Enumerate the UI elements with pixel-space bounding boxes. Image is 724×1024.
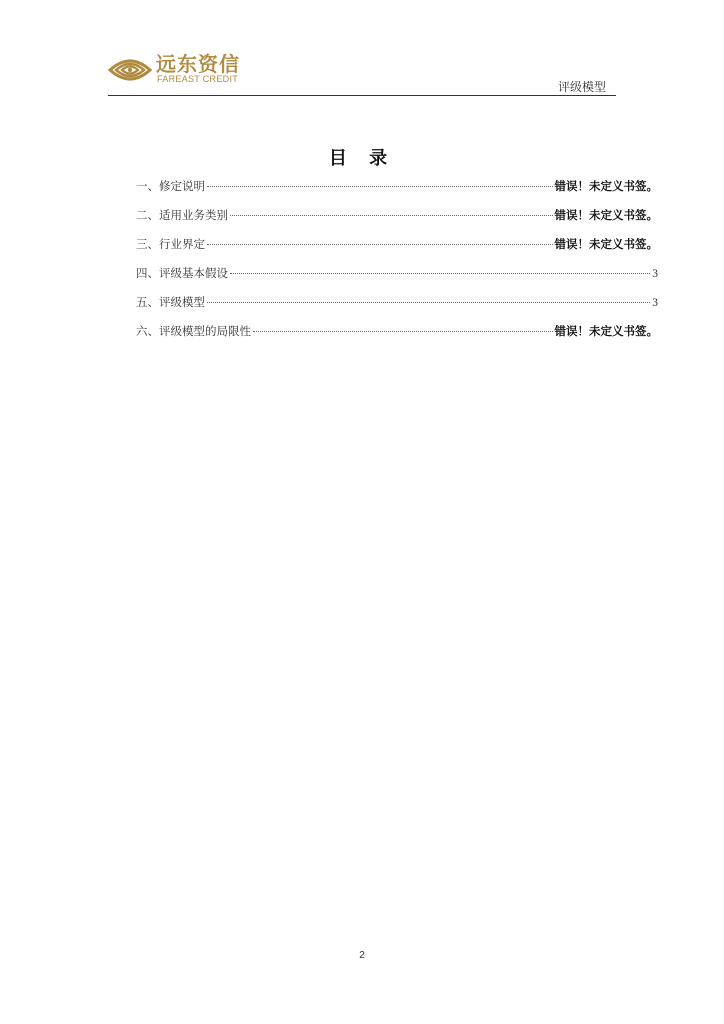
fareast-eye-logo-icon bbox=[108, 50, 152, 90]
toc-leader-dots bbox=[207, 186, 553, 187]
toc-entry[interactable] bbox=[136, 294, 658, 323]
toc-leader-dots bbox=[253, 331, 553, 332]
toc-leader-dots bbox=[207, 244, 553, 245]
toc-entry-page: 错误！未定义书签。 bbox=[554, 237, 658, 251]
header-document-title: 评级模型 bbox=[557, 80, 606, 94]
toc-entry[interactable] bbox=[136, 265, 658, 294]
page-number: 2 bbox=[359, 950, 365, 961]
toc-entry-page: 错误！未定义书签。 bbox=[554, 208, 658, 222]
toc-entry-label: 一、修定说明 bbox=[136, 179, 205, 193]
toc-entry[interactable] bbox=[136, 207, 658, 236]
toc-entry[interactable] bbox=[136, 236, 658, 265]
header-divider bbox=[108, 95, 616, 96]
toc-entry[interactable] bbox=[136, 323, 658, 352]
toc-entry-page: 3 bbox=[652, 268, 658, 280]
toc-entry-page: 错误！未定义书签。 bbox=[554, 179, 658, 193]
toc-leader-dots bbox=[230, 273, 650, 274]
toc-entry-label: 六、评级模型的局限性 bbox=[136, 324, 251, 338]
toc-leader-dots bbox=[230, 215, 553, 216]
table-of-contents bbox=[136, 178, 658, 352]
toc-leader-dots bbox=[207, 302, 650, 303]
logo-english-name: FAREAST CREDIT bbox=[157, 74, 239, 84]
toc-entry-label: 三、行业界定 bbox=[136, 237, 205, 251]
toc-entry-page: 3 bbox=[652, 297, 658, 309]
toc-entry[interactable] bbox=[136, 178, 658, 207]
toc-entry-label: 五、评级模型 bbox=[136, 295, 205, 309]
toc-title: 目 录 bbox=[328, 148, 396, 169]
toc-entry-page: 错误！未定义书签。 bbox=[554, 324, 658, 338]
toc-entry-label: 四、评级基本假设 bbox=[136, 266, 228, 280]
logo-chinese-name: 远东资信 bbox=[156, 52, 240, 76]
company-logo bbox=[108, 48, 258, 92]
toc-entry-label: 二、适用业务类别 bbox=[136, 208, 228, 222]
